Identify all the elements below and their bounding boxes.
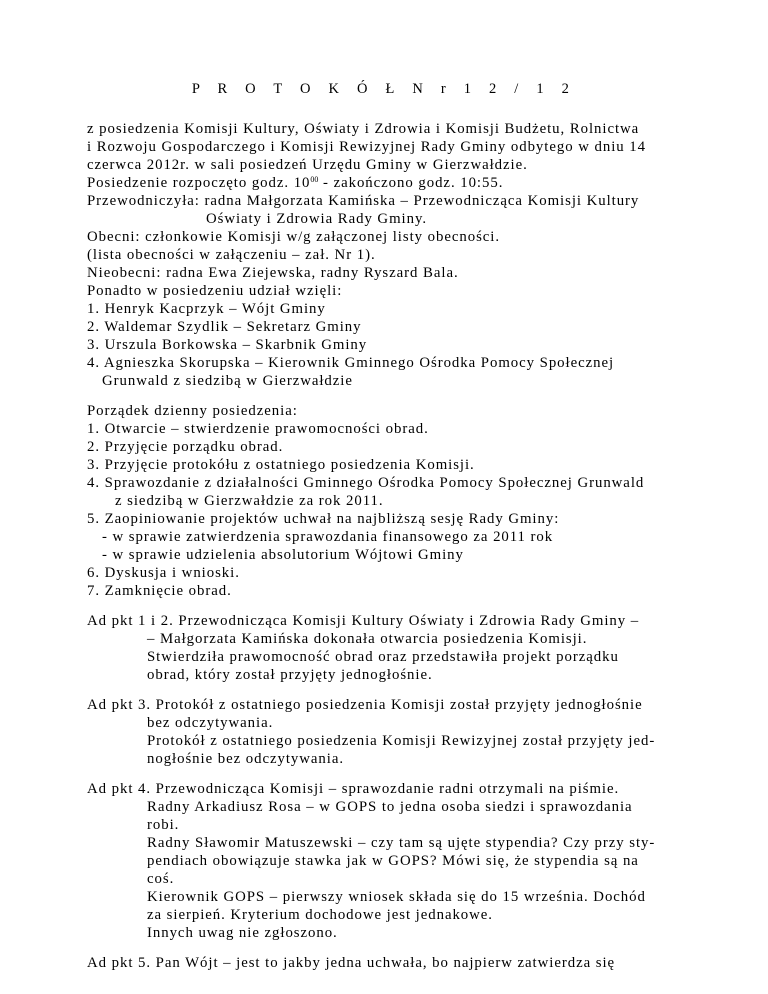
agenda-heading: Porządek dzienny posiedzenia: — [87, 403, 298, 419]
pkt4-paragraph-line: Radny Sławomir Matuszewski – czy tam są ujęte stypendia? Czy przy sty- — [147, 835, 656, 851]
attendee-item: 3. Urszula Borkowska – Skarbnik Gminy — [87, 337, 368, 353]
start-minutes-superscript: 00 — [310, 175, 319, 184]
attendee-item: 2. Waldemar Szydlik – Sekretarz Gminy — [87, 319, 362, 335]
document-title: P R O T O K Ó Ł N r 1 2 / 1 2 — [191, 81, 577, 97]
agenda-subitem: - w sprawie zatwierdzenia sprawozdania finansowego za 2011 rok — [102, 529, 554, 545]
present-line-1: Obecni: członkowie Komisji w/g załączonej listy obecności. — [87, 229, 500, 245]
pkt4-paragraph-line: Kierownik GOPS – pierwszy wniosek składa się do 15 września. Dochód — [147, 889, 646, 905]
attendee-item-continuation: Grunwald z siedzibą w Gierzwałdzie — [102, 373, 353, 389]
attendee-item: 4. Agnieszka Skorupska – Kierownik Gminnego Ośrodka Pomocy Społecznej — [87, 355, 615, 371]
agenda-item: 1. Otwarcie – stwierdzenie prawomocności obrad. — [87, 421, 429, 437]
agenda-item-continuation: z siedzibą w Gierzwałdzie za rok 2011. — [115, 493, 384, 509]
pkt3-paragraph-line: nogłośnie bez odczytywania. — [147, 751, 344, 767]
present-line-2: (lista obecności w załączeniu – zał. Nr 1). — [87, 247, 376, 263]
agenda-item: 2. Przyjęcie porządku obrad. — [87, 439, 284, 455]
start-prefix: Posiedzenie rozpoczęto godz. 10 — [87, 175, 311, 191]
pkt3-paragraph-line: Ad pkt 3. Protokół z ostatniego posiedzenia Komisji został przyjęty jednogłośnie — [87, 697, 643, 713]
chair-line-2: Oświaty i Zdrowia Rady Gminy. — [206, 211, 427, 227]
pkt4-paragraph-line: coś. — [147, 871, 175, 887]
pkt12-paragraph-line: Stwierdziła prawomocność obrad oraz przedstawiła projekt porządku — [147, 649, 619, 665]
attendee-item: 1. Henryk Kacprzyk – Wójt Gminy — [87, 301, 326, 317]
header-line-3: czerwca 2012r. w sali posiedzeń Urzędu Gminy w Gierzwałdzie. — [87, 157, 528, 173]
header-line-1: z posiedzenia Komisji Kultury, Oświaty i Zdrowia i Komisji Budżetu, Rolnictwa — [87, 121, 640, 137]
pkt4-paragraph-line: Ad pkt 4. Przewodnicząca Komisji – sprawozdanie radni otrzymali na piśmie. — [87, 781, 620, 797]
pkt4-paragraph-line: pendiach obowiązuje stawka jak w GOPS? Mówi się, że stypendia są na — [147, 853, 639, 869]
absent-line: Nieobecni: radna Ewa Ziejewska, radny Ryszard Bala. — [87, 265, 459, 281]
agenda-item: 3. Przyjęcie protokółu z ostatniego posiedzenia Komisji. — [87, 457, 475, 473]
pkt4-paragraph-line: za sierpień. Kryterium dochodowe jest jednakowe. — [147, 907, 493, 923]
agenda-item: 7. Zamknięcie obrad. — [87, 583, 232, 599]
chair-line-1: Przewodniczyła: radna Małgorzata Kamińska – Przewodnicząca Komisji Kultury — [87, 193, 640, 209]
agenda-subitem: - w sprawie udzielenia absolutorium Wójtowi Gminy — [102, 547, 464, 563]
pkt3-paragraph-line: bez odczytywania. — [147, 715, 274, 731]
pkt5-paragraph-line: Ad pkt 5. Pan Wójt – jest to jakby jedna uchwała, bo najpierw zatwierdza się — [87, 955, 616, 971]
pkt12-paragraph-line: – Małgorzata Kamińska dokonała otwarcia posiedzenia Komisji. — [147, 631, 588, 647]
header-line-2: i Rozwoju Gospodarczego i Komisji Rewizyjnej Rady Gminy odbytego w dniu 14 — [87, 139, 646, 155]
pkt12-paragraph-line: Ad pkt 1 i 2. Przewodnicząca Komisji Kultury Oświaty i Zdrowia Rady Gminy – — [87, 613, 640, 629]
agenda-item: 6. Dyskusja i wnioski. — [87, 565, 240, 581]
pkt4-paragraph-line: robi. — [147, 817, 180, 833]
pkt4-paragraph-line: Innych uwag nie zgłoszono. — [147, 925, 338, 941]
agenda-item: 4. Sprawozdanie z działalności Gminnego Ośrodka Pomocy Społecznej Grunwald — [87, 475, 645, 491]
end-time: - zakończono godz. 10:55. — [318, 175, 504, 191]
pkt4-paragraph-line: Radny Arkadiusz Rosa – w GOPS to jedna osoba siedzi i sprawozdania — [147, 799, 633, 815]
agenda-item: 5. Zaopiniowanie projektów uchwał na najbliższą sesję Rady Gminy: — [87, 511, 560, 527]
pkt3-paragraph-line: Protokół z ostatniego posiedzenia Komisji Rewizyjnej został przyjęty jed- — [147, 733, 656, 749]
session-times — [87, 174, 503, 192]
pkt12-paragraph-line: obrad, który został przyjęty jednogłośnie. — [147, 667, 433, 683]
also-present-heading: Ponadto w posiedzeniu udział wzięli: — [87, 283, 343, 299]
